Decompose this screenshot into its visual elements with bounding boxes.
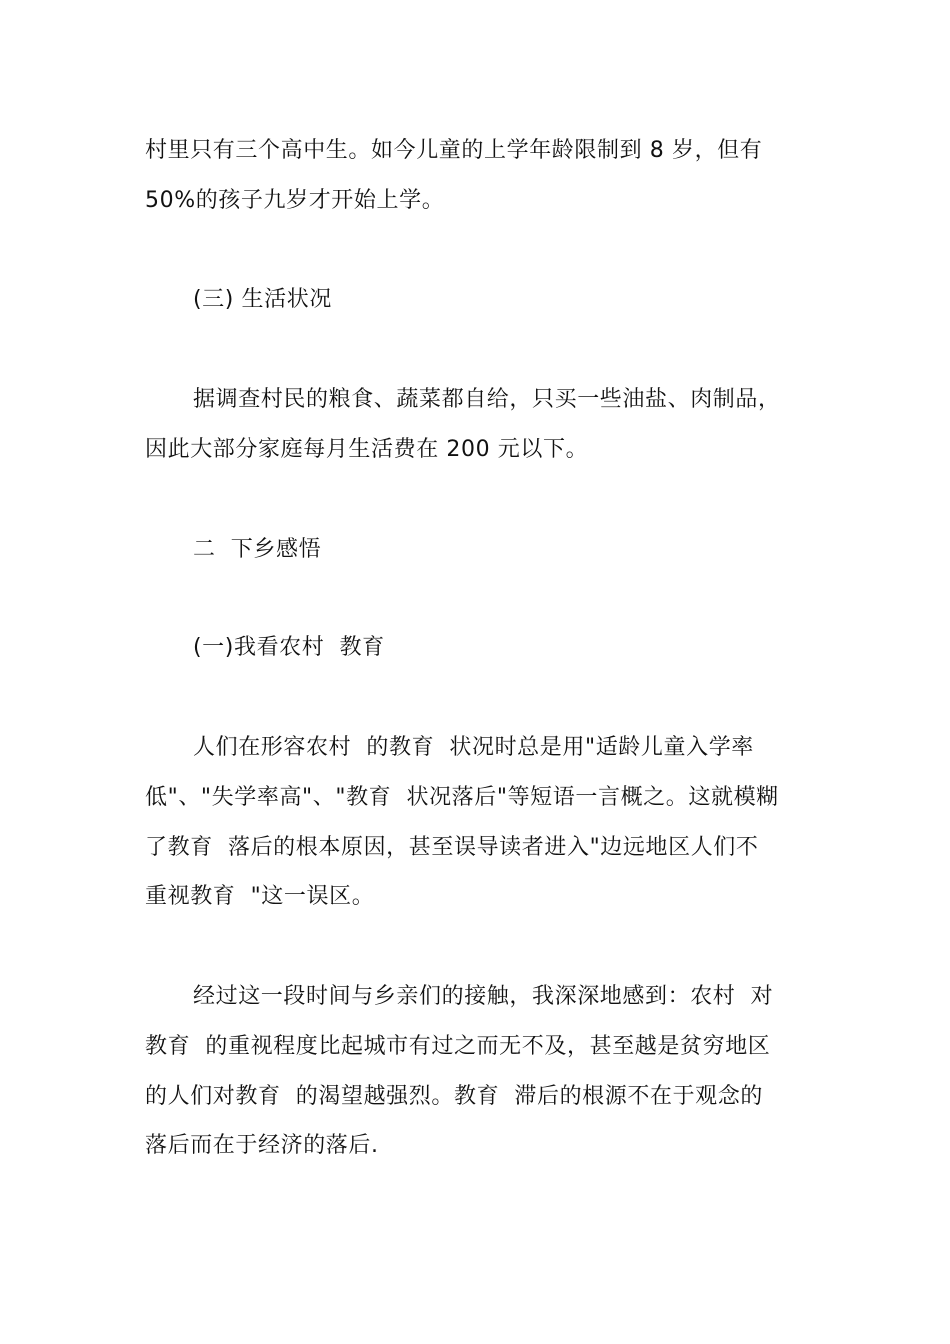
paragraph-3-line-1: 人们在形容农村 的教育 状况时总是用"适龄儿童入学率 — [193, 735, 754, 760]
heading-rural-education: (一)我看农村 教育 — [193, 635, 385, 660]
paragraph-3-line-2: 低"、"失学率高"、"教育 状况落后"等短语一言概之。这就模糊 — [145, 785, 779, 810]
paragraph-3-line-3: 了教育 落后的根本原因，甚至误导读者进入"边远地区人们不 — [145, 835, 759, 860]
paragraph-4-line-1: 经过这一段时间与乡亲们的接触，我深深地感到：农村 对 — [193, 984, 774, 1009]
paragraph-4-line-2: 教育 的重视程度比起城市有过之而无不及，甚至越是贫穷地区 — [145, 1034, 771, 1059]
paragraph-2-line-1: 据调查村民的粮食、蔬菜都自给，只买一些油盐、肉制品， — [193, 387, 781, 412]
paragraph-2-line-2: 因此大部分家庭每月生活费在 200 元以下。 — [145, 437, 589, 462]
paragraph-1-line-1: 村里只有三个高中生。如今儿童的上学年龄限制到 8 岁，但有 — [145, 138, 763, 163]
paragraph-1-line-2: 50%的孩子九岁才开始上学。 — [145, 188, 445, 213]
paragraph-4-line-4: 落后而在于经济的落后. — [145, 1133, 379, 1158]
heading-living-conditions: (三) 生活状况 — [193, 287, 332, 312]
paragraph-4-line-3: 的人们对教育 的渴望越强烈。教育 滞后的根源不在于观念的 — [145, 1084, 763, 1109]
paragraph-3-line-4: 重视教育 "这一误区。 — [145, 884, 375, 909]
heading-section-2: 二 下乡感悟 — [193, 537, 322, 562]
